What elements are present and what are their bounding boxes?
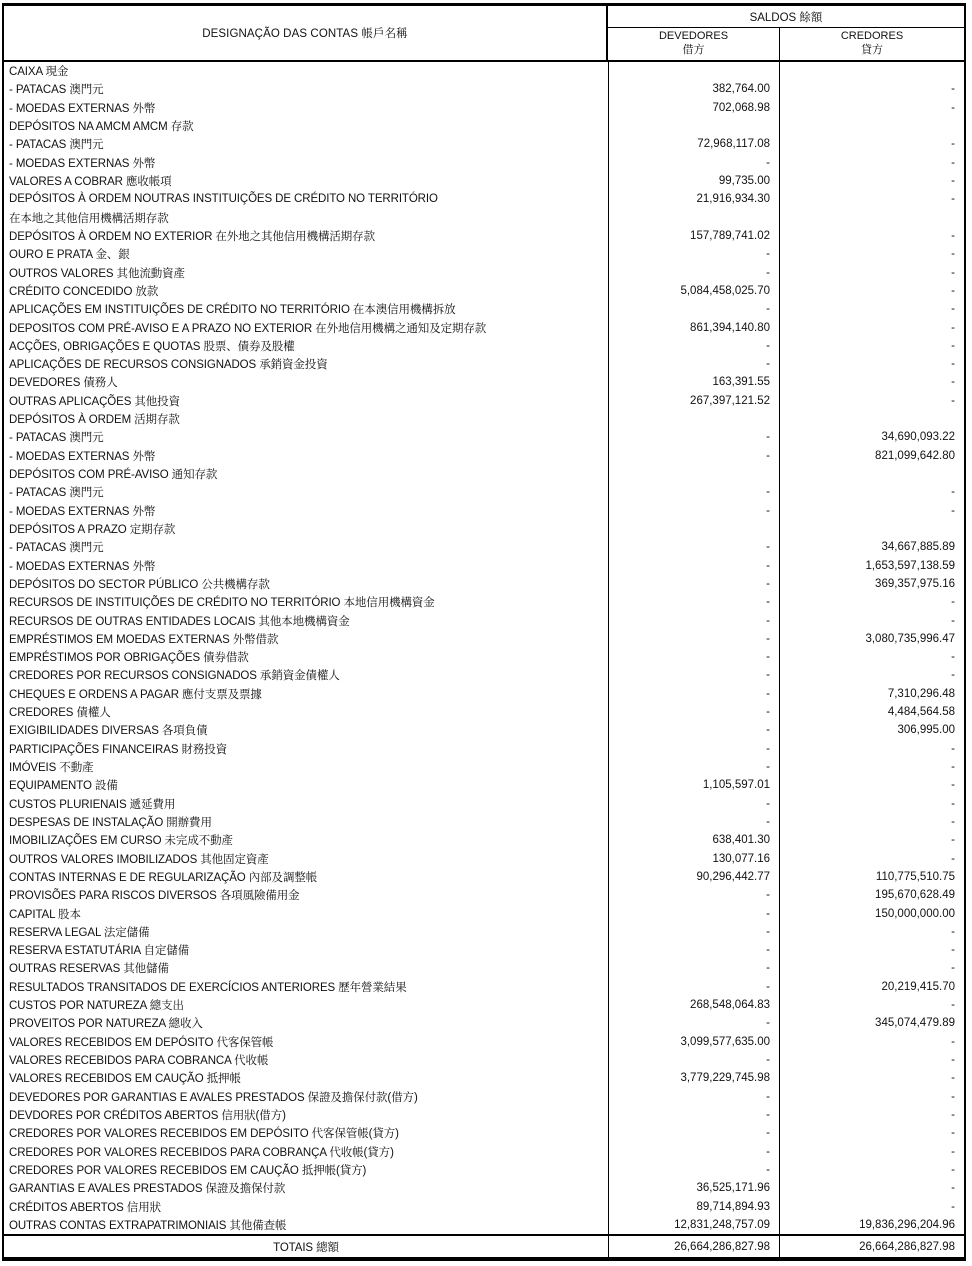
debit-value: - — [609, 1161, 780, 1179]
account-label: ACÇÕES, OBRIGAÇÕES E QUOTAS 股票、債券及股權 — [4, 337, 609, 355]
account-label: - PATACAS 澳門元 — [4, 428, 609, 446]
credores-label-zh: 貸方 — [861, 44, 883, 56]
credit-value: - — [951, 815, 955, 828]
credit-value: 7,310,296.48 — [887, 687, 955, 700]
table-row — [4, 776, 964, 794]
credit-value: - — [951, 175, 955, 188]
account-label: - PATACAS 澳門元 — [4, 80, 609, 98]
credit-value: 345,074,479.89 — [875, 1017, 955, 1030]
debit-value: 5,084,458,025.70 — [609, 282, 780, 300]
table-row — [4, 447, 964, 465]
account-label: - MOEDAS EXTERNAS 外幣 — [4, 556, 609, 574]
debit-value: - — [609, 245, 780, 263]
account-label: EMPRÉSTIMOS POR OBRIGAÇÕES 債券借款 — [4, 648, 609, 666]
account-label: DEVDORES POR CRÉDITOS ABERTOS 信用狀(借方) — [4, 1106, 609, 1124]
credit-value: - — [951, 962, 955, 975]
debit-value: - — [609, 337, 780, 355]
table-row — [4, 959, 964, 977]
credit-value: - — [951, 925, 955, 938]
debit-value: 36,525,171.96 — [609, 1179, 780, 1197]
debit-value: 3,779,229,745.98 — [609, 1069, 780, 1087]
account-label: CRÉDITO CONCEDIDO 放款 — [4, 282, 609, 300]
debit-value: - — [609, 648, 780, 666]
debit-value — [609, 117, 780, 135]
debit-value: 1,105,597.01 — [609, 776, 780, 794]
column-header-devedores — [608, 28, 780, 60]
account-label: - PATACAS 澳門元 — [4, 538, 609, 556]
account-label: CAIXA 現金 — [4, 62, 609, 80]
credit-value: - — [951, 614, 955, 627]
table-row — [4, 904, 964, 922]
table-row — [4, 1069, 964, 1087]
credit-value: - — [951, 248, 955, 261]
debit-value: - — [609, 740, 780, 758]
account-label: RESERVA ESTATUTÁRIA 自定儲備 — [4, 941, 609, 959]
debit-value: - — [609, 923, 780, 941]
credores-label-pt: CREDORES — [840, 30, 904, 43]
table-row — [4, 154, 964, 172]
credit-value: - — [951, 358, 955, 371]
table-body — [4, 62, 964, 1234]
debit-value: 382,764.00 — [609, 80, 780, 98]
debit-value: - — [609, 886, 780, 904]
debit-value: - — [609, 428, 780, 446]
debit-value: - — [609, 904, 780, 922]
account-label: CHEQUES E ORDENS A PAGAR 應付支票及票據 — [4, 685, 609, 703]
account-label: - MOEDAS EXTERNAS 外幣 — [4, 502, 609, 520]
account-label: IMOBILIZAÇÕES EM CURSO 未完成不動產 — [4, 831, 609, 849]
totals-debit-value: 26,664,286,827.98 — [609, 1236, 780, 1257]
table-row — [4, 227, 964, 245]
debit-value: 89,714,894.93 — [609, 1197, 780, 1215]
credit-value: - — [951, 852, 955, 865]
table-row — [4, 978, 964, 996]
account-label: PARTICIPAÇÕES FINANCEIRAS 財務投資 — [4, 740, 609, 758]
debit-value: 12,831,248,757.09 — [609, 1216, 780, 1234]
credit-value — [780, 465, 964, 483]
table-row — [4, 282, 964, 300]
table-row — [4, 831, 964, 849]
account-label: RESERVA LEGAL 法定儲備 — [4, 923, 609, 941]
account-label: DEPÓSITOS A PRAZO 定期存款 — [4, 520, 609, 538]
credit-value: - — [951, 1145, 955, 1158]
account-label: DEVEDORES POR GARANTIAS E AVALES PRESTADOS 保證及擔保付款(借方) — [4, 1088, 609, 1106]
debit-value: 99,735.00 — [609, 172, 780, 190]
account-label: RECURSOS DE OUTRAS ENTIDADES LOCAIS 其他本地機構資金 — [4, 611, 609, 629]
debit-value: 130,077.16 — [609, 849, 780, 867]
credit-value: - — [951, 651, 955, 664]
table-row — [4, 666, 964, 684]
table-row — [4, 648, 964, 666]
credit-value — [780, 117, 964, 135]
totals-label: TOTAIS 總額 — [4, 1236, 609, 1257]
account-label: PROVISÕES PARA RISCOS DIVERSOS 各項風險備用金 — [4, 886, 609, 904]
table-row — [4, 410, 964, 428]
table-row — [4, 1106, 964, 1124]
table-row — [4, 483, 964, 501]
debit-value: 267,397,121.52 — [609, 392, 780, 410]
debit-value: - — [609, 1142, 780, 1160]
credit-value: - — [951, 394, 955, 407]
account-label: VALORES RECEBIDOS EM CAUÇÃO 抵押帳 — [4, 1069, 609, 1087]
account-label: OURO E PRATA 金、銀 — [4, 245, 609, 263]
credit-value: - — [951, 83, 955, 96]
debit-value: - — [609, 1051, 780, 1069]
table-row — [4, 337, 964, 355]
credit-value: 150,000,000.00 — [875, 907, 955, 920]
table-row — [4, 1051, 964, 1069]
debit-value: 3,099,577,635.00 — [609, 1033, 780, 1051]
credit-value: - — [951, 1163, 955, 1176]
debit-value — [609, 465, 780, 483]
credit-value: - — [951, 1108, 955, 1121]
table-row — [4, 373, 964, 391]
account-label: 在本地之其他信用機構活期存款 — [4, 209, 609, 227]
table-row — [4, 80, 964, 98]
table-row — [4, 318, 964, 336]
table-row — [4, 703, 964, 721]
table-row — [4, 1197, 964, 1215]
debit-value: - — [609, 721, 780, 739]
account-label: CAPITAL 股本 — [4, 904, 609, 922]
account-label: IMÓVEIS 不動產 — [4, 758, 609, 776]
credit-value: - — [951, 742, 955, 755]
credit-value: - — [951, 999, 955, 1012]
trial-balance-table — [2, 3, 966, 1261]
credit-value: - — [951, 266, 955, 279]
credit-value: - — [951, 321, 955, 334]
credit-value: - — [951, 1200, 955, 1213]
credit-value: 19,836,296,204.96 — [859, 1218, 955, 1231]
table-row — [4, 575, 964, 593]
account-label: PROVEITOS POR NATUREZA 總收入 — [4, 1014, 609, 1032]
account-label: CUSTOS POR NATUREZA 總支出 — [4, 996, 609, 1014]
table-row — [4, 190, 964, 208]
table-row — [4, 263, 964, 281]
debit-value: 268,548,064.83 — [609, 996, 780, 1014]
account-label: VALORES RECEBIDOS EM DEPÓSITO 代客保管帳 — [4, 1033, 609, 1051]
account-label: GARANTIAS E AVALES PRESTADOS 保證及擔保付款 — [4, 1179, 609, 1197]
debit-value: - — [609, 813, 780, 831]
account-label: OUTRAS RESERVAS 其他儲備 — [4, 959, 609, 977]
table-row — [4, 1161, 964, 1179]
debit-value: - — [609, 795, 780, 813]
credit-value — [780, 62, 964, 80]
table-row — [4, 1124, 964, 1142]
table-row — [4, 1142, 964, 1160]
account-label: CREDORES 債權人 — [4, 703, 609, 721]
debit-value — [609, 410, 780, 428]
account-label: DEPÓSITOS NA AMCM AMCM 存款 — [4, 117, 609, 135]
account-label: CRÉDITOS ABERTOS 信用狀 — [4, 1197, 609, 1215]
table-row — [4, 1179, 964, 1197]
table-row — [4, 813, 964, 831]
account-label: CREDORES POR RECURSOS CONSIGNADOS 承銷資金債權人 — [4, 666, 609, 684]
debit-value: - — [609, 758, 780, 776]
table-header — [4, 6, 964, 62]
credit-value: 195,670,628.49 — [875, 889, 955, 902]
account-label: CREDORES POR VALORES RECEBIDOS EM DEPÓSITO 代客保管帳(貸方) — [4, 1124, 609, 1142]
credit-value: - — [951, 669, 955, 682]
debit-value: - — [609, 941, 780, 959]
table-row — [4, 209, 964, 227]
credit-value: - — [951, 101, 955, 114]
debit-value: - — [609, 1124, 780, 1142]
table-row — [4, 465, 964, 483]
credit-value: 110,775,510.75 — [875, 870, 955, 883]
debit-value: - — [609, 1014, 780, 1032]
debit-value: - — [609, 1106, 780, 1124]
table-row — [4, 556, 964, 574]
account-label: DEPÓSITOS À ORDEM NOUTRAS INSTITUIÇÕES DE CRÉDITO NO TERRITÓRIO — [4, 190, 609, 208]
table-row — [4, 392, 964, 410]
account-label: EQUIPAMENTO 設備 — [4, 776, 609, 794]
account-label: DEPÓSITOS DO SECTOR PÚBLICO 公共機構存款 — [4, 575, 609, 593]
column-header-designacao: DESIGNAÇÃO DAS CONTAS 帳戶名稱 — [4, 6, 608, 60]
debit-value: - — [609, 575, 780, 593]
credit-value: 4,484,564.58 — [887, 706, 955, 719]
debit-value: - — [609, 685, 780, 703]
debit-value: - — [609, 593, 780, 611]
account-label: DEVEDORES 債務人 — [4, 373, 609, 391]
table-row — [4, 1088, 964, 1106]
table-row — [4, 740, 964, 758]
credit-value: - — [951, 156, 955, 169]
debit-value: - — [609, 447, 780, 465]
credit-value: - — [951, 229, 955, 242]
account-label: - PATACAS 澳門元 — [4, 483, 609, 501]
table-row — [4, 135, 964, 153]
credit-value: 34,667,885.89 — [881, 541, 955, 554]
credit-value: - — [951, 1090, 955, 1103]
table-row — [4, 245, 964, 263]
credit-value: 369,357,975.16 — [875, 577, 955, 590]
debit-value: - — [609, 502, 780, 520]
table-row — [4, 172, 964, 190]
devedores-label-pt: DEVEDORES — [658, 30, 729, 43]
credit-value: - — [951, 596, 955, 609]
credit-value: - — [951, 303, 955, 316]
credit-value: - — [951, 834, 955, 847]
credit-value: 3,080,735,996.47 — [865, 632, 955, 645]
account-label: CREDORES POR VALORES RECEBIDOS EM CAUÇÃO 抵押帳(貸方) — [4, 1161, 609, 1179]
account-label: VALORES RECEBIDOS PARA COBRANCA 代收帳 — [4, 1051, 609, 1069]
account-label: RESULTADOS TRANSITADOS DE EXERCÍCIOS ANTERIORES 歷年營業結果 — [4, 978, 609, 996]
account-label: DEPÓSITOS À ORDEM NO EXTERIOR 在外地之其他信用機構活期存款 — [4, 227, 609, 245]
account-label: DEPÓSITOS À ORDEM 活期存款 — [4, 410, 609, 428]
account-label: DESPESAS DE INSTALAÇÃO 開辦費用 — [4, 813, 609, 831]
table-row — [4, 62, 964, 80]
debit-value: 702,068.98 — [609, 99, 780, 117]
saldos-header-group — [608, 6, 964, 60]
table-row — [4, 923, 964, 941]
table-row — [4, 630, 964, 648]
account-label: OUTRAS APLICAÇÕES 其他投資 — [4, 392, 609, 410]
account-label: - PATACAS 澳門元 — [4, 135, 609, 153]
debit-value: - — [609, 978, 780, 996]
table-row — [4, 886, 964, 904]
debit-value: 21,916,934.30 — [609, 190, 780, 208]
debit-value: - — [609, 538, 780, 556]
account-label: OUTRAS CONTAS EXTRAPATRIMONIAIS 其他備查帳 — [4, 1216, 609, 1234]
account-label: DEPÓSITOS COM PRÉ-AVISO 通知存款 — [4, 465, 609, 483]
debit-value: - — [609, 959, 780, 977]
credit-value: 306,995.00 — [897, 724, 955, 737]
totals-credit-value: 26,664,286,827.98 — [859, 1240, 955, 1253]
credit-value — [780, 410, 964, 428]
account-label: CUSTOS PLURIENAIS 遞延費用 — [4, 795, 609, 813]
devedores-label-zh: 借方 — [682, 44, 705, 56]
table-row — [4, 593, 964, 611]
credit-value: - — [951, 761, 955, 774]
table-row — [4, 868, 964, 886]
debit-value: 72,968,117.08 — [609, 135, 780, 153]
debit-value — [609, 520, 780, 538]
account-label: APLICAÇÕES DE RECURSOS CONSIGNADOS 承銷資金投資 — [4, 355, 609, 373]
account-label: OUTROS VALORES IMOBILIZADOS 其他固定資產 — [4, 849, 609, 867]
credit-value: - — [951, 1127, 955, 1140]
credit-value: - — [951, 1035, 955, 1048]
saldos-subheader — [608, 28, 964, 60]
table-row — [4, 941, 964, 959]
table-row — [4, 300, 964, 318]
account-label: RECURSOS DE INSTITUIÇÕES DE CRÉDITO NO TERRITÓRIO 本地信用機構資金 — [4, 593, 609, 611]
table-row — [4, 355, 964, 373]
table-row — [4, 1014, 964, 1032]
column-header-credores — [780, 28, 964, 60]
table-row — [4, 795, 964, 813]
credit-value: - — [951, 486, 955, 499]
debit-value: - — [609, 355, 780, 373]
debit-value: - — [609, 263, 780, 281]
account-label: OUTROS VALORES 其他流動資產 — [4, 263, 609, 281]
table-row — [4, 1033, 964, 1051]
credit-value: - — [951, 797, 955, 810]
credit-value: - — [951, 944, 955, 957]
table-row — [4, 99, 964, 117]
credit-value — [780, 209, 964, 227]
credit-value — [780, 520, 964, 538]
account-label: - MOEDAS EXTERNAS 外幣 — [4, 99, 609, 117]
credit-value: - — [951, 284, 955, 297]
account-label: EXIGIBILIDADES DIVERSAS 各項負債 — [4, 721, 609, 739]
account-label: VALORES A COBRAR 應收帳項 — [4, 172, 609, 190]
credit-value: - — [951, 1054, 955, 1067]
debit-value: - — [609, 300, 780, 318]
table-row — [4, 538, 964, 556]
debit-value: - — [609, 666, 780, 684]
credit-value: - — [951, 1182, 955, 1195]
debit-value: - — [609, 1088, 780, 1106]
credit-value: - — [951, 339, 955, 352]
credit-value: 20,219,415.70 — [881, 980, 955, 993]
debit-value: - — [609, 703, 780, 721]
account-label: - MOEDAS EXTERNAS 外幣 — [4, 447, 609, 465]
debit-value — [609, 62, 780, 80]
debit-value: - — [609, 630, 780, 648]
account-label: CONTAS INTERNAS E DE REGULARIZAÇÃO 內部及調整帳 — [4, 868, 609, 886]
debit-value: - — [609, 483, 780, 501]
table-row — [4, 996, 964, 1014]
account-label: CREDORES POR VALORES RECEBIDOS PARA COBRANÇA 代收帳(貸方) — [4, 1142, 609, 1160]
credit-value: 821,099,642.80 — [875, 449, 955, 462]
debit-value: 861,394,140.80 — [609, 318, 780, 336]
debit-value: 157,789,741.02 — [609, 227, 780, 245]
account-label: EMPRÉSTIMOS EM MOEDAS EXTERNAS 外幣借款 — [4, 630, 609, 648]
debit-value: 638,401.30 — [609, 831, 780, 849]
credit-value: - — [951, 138, 955, 151]
table-row — [4, 428, 964, 446]
debit-value — [609, 209, 780, 227]
account-label: - MOEDAS EXTERNAS 外幣 — [4, 154, 609, 172]
credit-value: 34,690,093.22 — [881, 431, 955, 444]
debit-value: - — [609, 154, 780, 172]
column-header-saldos: SALDOS 餘額 — [608, 6, 964, 28]
table-row — [4, 1216, 964, 1234]
table-row — [4, 849, 964, 867]
credit-value: - — [951, 504, 955, 517]
debit-value: - — [609, 556, 780, 574]
debit-value: - — [609, 611, 780, 629]
table-row — [4, 721, 964, 739]
credit-value: 1,653,597,138.59 — [865, 559, 955, 572]
table-row — [4, 685, 964, 703]
table-row — [4, 611, 964, 629]
account-label: DEPOSITOS COM PRÉ-AVISO E A PRAZO NO EXTERIOR 在外地信用機構之通知及定期存款 — [4, 318, 609, 336]
table-row — [4, 117, 964, 135]
totals-row — [4, 1234, 964, 1257]
account-label: APLICAÇÕES EM INSTITUIÇÕES DE CRÉDITO NO TERRITÓRIO 在本澳信用機構拆放 — [4, 300, 609, 318]
credit-value: - — [951, 1072, 955, 1085]
table-row — [4, 758, 964, 776]
credit-value: - — [951, 193, 955, 206]
debit-value: 90,296,442.77 — [609, 868, 780, 886]
credit-value: - — [951, 779, 955, 792]
debit-value: 163,391.55 — [609, 373, 780, 391]
credit-value: - — [951, 376, 955, 389]
table-row — [4, 520, 964, 538]
table-row — [4, 502, 964, 520]
